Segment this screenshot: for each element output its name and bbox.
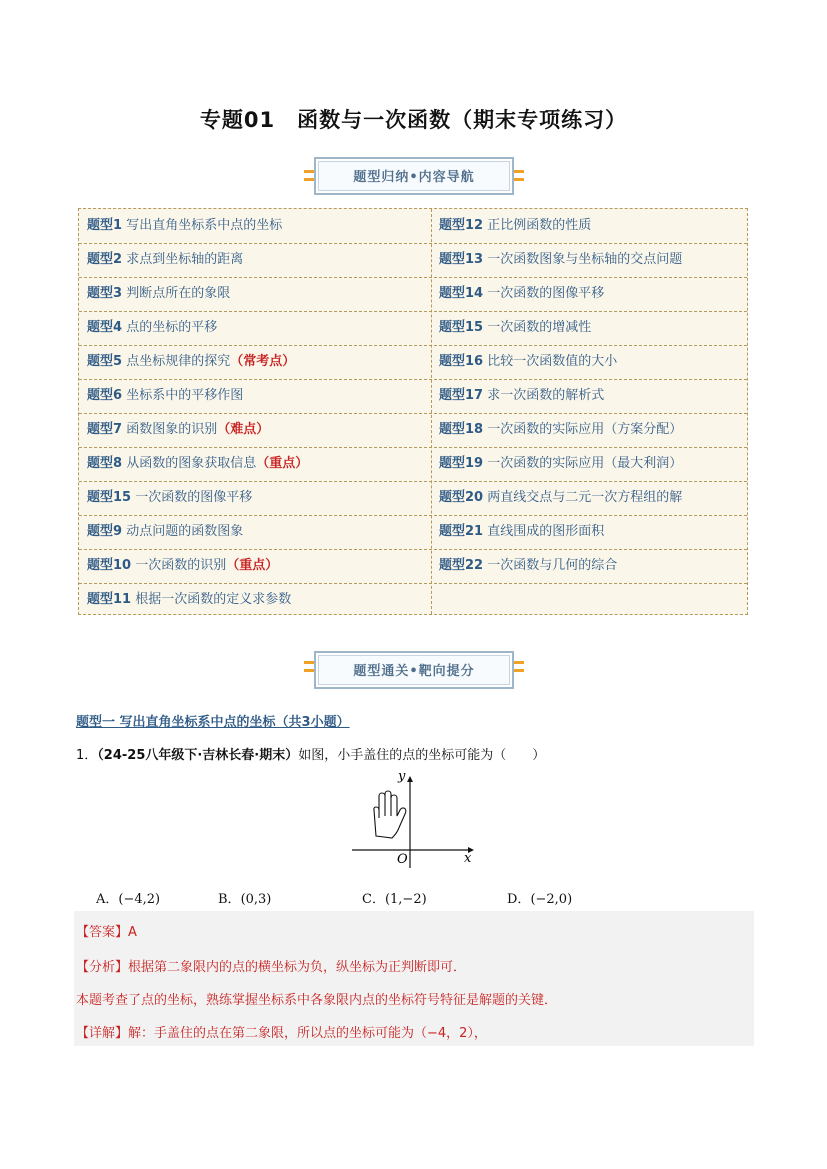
nav-item-number: 题型19 <box>439 456 484 471</box>
nav-item-left <box>87 379 243 413</box>
nav-item-text: 从函数的图象获取信息 <box>126 456 257 471</box>
nav-item-right <box>439 379 604 413</box>
nav-item-number: 题型12 <box>439 218 484 233</box>
nav-item-text: 求一次函数的解析式 <box>487 388 605 403</box>
nav-item-left <box>87 345 295 379</box>
nav-item-right <box>439 447 682 481</box>
nav-item-tag: （常考点） <box>230 354 296 369</box>
banner-topic-pass-label: 题型通关•靶向提分 <box>353 664 475 679</box>
section-heading: 题型一 写出直角坐标系中点的坐标（共3小题） <box>76 715 350 730</box>
nav-item-left <box>87 413 269 447</box>
nav-item-left <box>87 481 252 515</box>
nav-item-number: 题型8 <box>87 456 123 471</box>
nav-item-number: 题型20 <box>439 490 484 505</box>
banner-content-nav <box>314 157 514 195</box>
remark-line: 本题考查了点的坐标，熟练掌握坐标系中各象限内点的坐标符号特征是解题的关键． <box>76 993 558 1008</box>
nav-item-number: 题型15 <box>87 490 132 505</box>
nav-item-number: 题型5 <box>87 354 123 369</box>
nav-item-text: 一次函数的实际应用（方案分配） <box>487 422 683 437</box>
hand-icon <box>374 791 406 838</box>
question-number: 1． <box>76 748 98 763</box>
nav-item-text: 一次函数的图像平移 <box>487 286 605 301</box>
nav-item-right <box>439 345 617 379</box>
nav-item-text: 写出直角坐标系中点的坐标 <box>126 218 283 233</box>
nav-item-number: 题型3 <box>87 286 123 301</box>
nav-item-text: 一次函数的图像平移 <box>135 490 253 505</box>
option-c: C．(1,−2) <box>362 892 427 907</box>
nav-item-right <box>439 209 591 243</box>
banner-content-nav-label: 题型归纳•内容导航 <box>353 170 475 185</box>
nav-item-left <box>87 209 282 243</box>
nav-item-number: 题型1 <box>87 218 123 233</box>
nav-item-number: 题型4 <box>87 320 123 335</box>
nav-item-number: 题型16 <box>439 354 484 369</box>
option-d: D．(−2,0) <box>507 892 573 907</box>
nav-item-number: 题型9 <box>87 524 123 539</box>
document-title: 专题01 函数与一次函数（期末专项练习） <box>199 108 628 132</box>
nav-item-right <box>439 311 591 345</box>
nav-item-right <box>439 481 682 515</box>
nav-item-tag: （难点） <box>217 422 270 437</box>
answer-line: 【答案】A <box>76 925 137 940</box>
question-source: （24-25八年级下·吉林长春·期末） <box>97 748 299 763</box>
nav-item-text: 求点到坐标轴的距离 <box>126 252 244 267</box>
nav-item-right <box>439 413 682 447</box>
detail-line: 【详解】解：手盖住的点在第二象限，所以点的坐标可能为（−4，2）， <box>76 1026 487 1041</box>
y-axis-label: y <box>398 769 406 784</box>
topic-navigation-table <box>78 208 748 615</box>
nav-item-text: 一次函数的识别 <box>135 558 227 573</box>
nav-item-text: 一次函数的增减性 <box>487 320 592 335</box>
nav-item-text: 点坐标规律的探究 <box>126 354 231 369</box>
nav-item-left <box>87 583 291 617</box>
x-axis-label: x <box>464 851 472 866</box>
nav-item-text: 点的坐标的平移 <box>126 320 218 335</box>
nav-item-left <box>87 549 278 583</box>
option-b: B．(0,3) <box>218 892 272 907</box>
nav-item-text: 两直线交点与二元一次方程组的解 <box>487 490 683 505</box>
nav-item-text: 函数图象的识别 <box>126 422 218 437</box>
question-1 <box>76 744 545 763</box>
nav-item-number: 题型2 <box>87 252 123 267</box>
nav-item-number: 题型21 <box>439 524 484 539</box>
origin-label: O <box>397 852 408 867</box>
coordinate-figure <box>350 766 480 870</box>
nav-item-number: 题型7 <box>87 422 123 437</box>
nav-item-number: 题型22 <box>439 558 484 573</box>
nav-item-text: 直线围成的图形面积 <box>487 524 605 539</box>
option-a: A．(−4,2) <box>96 892 161 907</box>
nav-item-number: 题型15 <box>439 320 484 335</box>
nav-item-right <box>439 243 682 277</box>
nav-item-text: 正比例函数的性质 <box>487 218 592 233</box>
nav-item-text: 一次函数与几何的综合 <box>487 558 618 573</box>
nav-item-left <box>87 243 243 277</box>
banner-topic-pass <box>314 651 514 689</box>
nav-item-number: 题型14 <box>439 286 484 301</box>
nav-item-right <box>439 549 617 583</box>
nav-item-left <box>87 277 230 311</box>
nav-item-text: 判断点所在的象限 <box>126 286 231 301</box>
nav-item-left <box>87 447 308 481</box>
nav-item-number: 题型11 <box>87 592 132 607</box>
nav-item-right <box>439 515 604 549</box>
nav-item-left <box>87 311 217 345</box>
nav-item-tag: （重点） <box>226 558 279 573</box>
nav-item-text: 一次函数的实际应用（最大利润） <box>487 456 683 471</box>
nav-item-text: 动点问题的函数图象 <box>126 524 244 539</box>
question-stem: 如图，小手盖住的点的坐标可能为（ ） <box>298 748 546 763</box>
nav-item-number: 题型6 <box>87 388 123 403</box>
nav-item-text: 坐标系中的平移作图 <box>126 388 244 403</box>
nav-item-number: 题型18 <box>439 422 484 437</box>
nav-item-number: 题型10 <box>87 558 132 573</box>
nav-item-text: 根据一次函数的定义求参数 <box>135 592 292 607</box>
analysis-line: 【分析】根据第二象限内的点的横坐标为负，纵坐标为正判断即可． <box>76 960 467 975</box>
nav-item-tag: （重点） <box>256 456 309 471</box>
nav-item-right <box>439 277 604 311</box>
nav-item-text: 比较一次函数值的大小 <box>487 354 618 369</box>
nav-item-text: 一次函数图象与坐标轴的交点问题 <box>487 252 683 267</box>
nav-item-number: 题型13 <box>439 252 484 267</box>
nav-item-number: 题型17 <box>439 388 484 403</box>
nav-item-left <box>87 515 243 549</box>
